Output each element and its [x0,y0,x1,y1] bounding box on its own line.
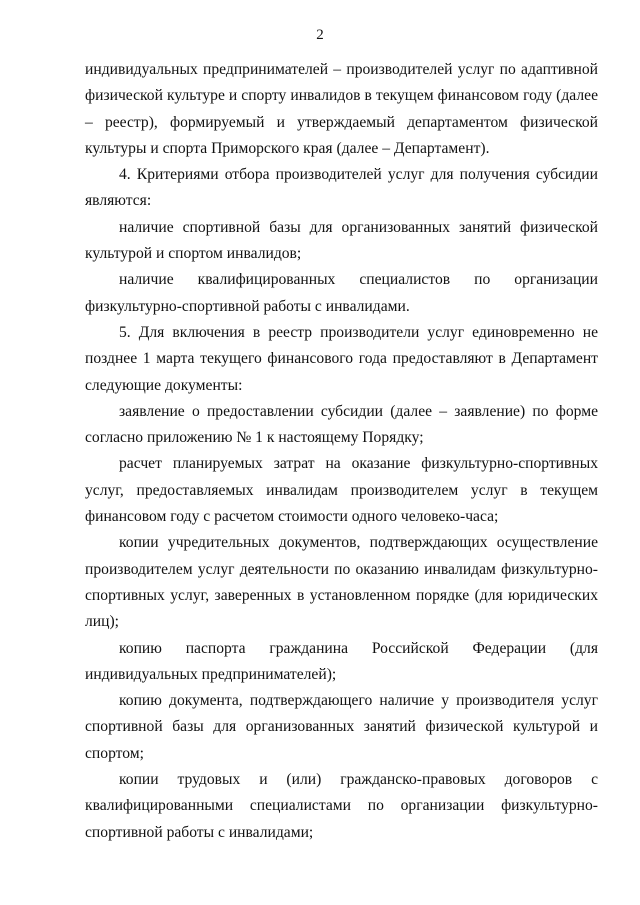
paragraph-application: заявление о предоставлении субсидии (далее – заявление) по форме согласно приложению № 1 к настоящему Порядку; [85,402,598,447]
paragraph-employment-contracts: копии трудовых и (или) гражданско-правовых договоров с квалифицированными специалистами по организации физкультурно-спортивной работы с инвалидами; [85,771,598,841]
paragraph-qualified-specialists: наличие квалифицированных специалистов по организации физкультурно-спортивной работы с инвалидами. [85,271,598,315]
paragraph-sports-base: наличие спортивной базы для организованных занятий физической культурой и спортом инвалидов; [85,218,598,263]
document-body [85,57,598,846]
paragraph-selection-criteria: 4. Критериями отбора производителей услуг для получения субсидии являются: [85,166,598,210]
paragraph-registry-continuation: индивидуальных предпринимателей – производителей услуг по адаптивной физической культуре и спорту инвалидов в текущем финансовом году (далее – реестр), формируемый и утверждаемый департаментом физической культуры и спорта Приморского края (далее – Департамент). [85,61,598,157]
paragraph-passport-copy: копию паспорта гражданина Российской Федерации (для индивидуальных предпринимателей); [85,639,598,683]
paragraph-cost-calculation: расчет планируемых затрат на оказание физкультурно-спортивных услуг, предоставляемых инвалидам производителем услуг в текущем финансовом году с расчетом стоимости одного человеко-часа; [85,455,598,526]
paragraph-registry-inclusion: 5. Для включения в реестр производители услуг единовременно не позднее 1 марта текущего финансового года предоставляют в Департамент следующие документы: [85,323,598,394]
page-number: 2 [316,27,324,43]
paragraph-sports-base-document: копию документа, подтверждающего наличие у производителя услуг спортивной базы для организованных занятий физической культурой и спортом; [85,692,598,762]
paragraph-founding-documents: копии учредительных документов, подтверждающих осуществление производителем услуг деятельности по оказанию инвалидам физкультурно-спортивных услуг, заверенных в установленном порядке (для юридических лиц); [85,534,598,631]
